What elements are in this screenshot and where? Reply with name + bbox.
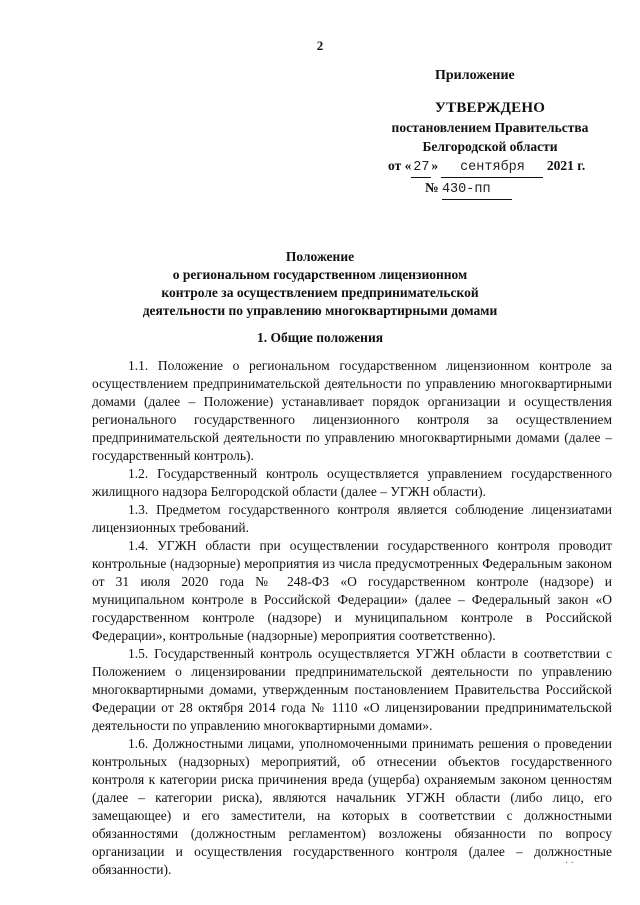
title-line: о региональном государственном лицензионном (172, 267, 468, 282)
section-heading: 1. Общие положения (256, 330, 384, 345)
document-title (90, 248, 550, 320)
approval-block (380, 99, 600, 200)
approval-date (388, 156, 600, 178)
paragraph: 1.3. Предметом государственного контроля является соблюдение лицензиатами лицензионных требований. (92, 502, 612, 535)
scan-artifact: · · (564, 858, 574, 869)
paragraph: 1.5. Государственный контроль осуществляется УГЖН области в соответствии с Положением о лицензировании предпринимательской деятельности по управлению многоквартирными домами, утвержденным постановлением Правительства Российской Федерации от 28 октября 2014 года № 1110 «О лицензировании предпринимательской деятельности по управлению многоквартирными домами». (92, 646, 612, 733)
date-month: сентября (441, 158, 543, 178)
paragraph: 1.4. УГЖН области при осуществлении государственного контроля проводит контрольные (надзорные) мероприятия из числа предусмотренных Федеральным законом от 31 июля 2020 года № 248-ФЗ «О государственном контроле (надзоре) и муниципальном контроле в Российской Федерации» (далее – Федеральный закон «О государственном контроле (надзоре) и муниципальном контроле в Российской Федерации», контрольные (надзорные) мероприятия соответственно). (92, 538, 612, 643)
date-mid: » (431, 158, 439, 173)
date-prefix: от « (388, 158, 412, 173)
appendix-label: Приложение (435, 68, 515, 83)
title-line: деятельности по управлению многоквартирными домами (142, 303, 498, 318)
date-year: 2021 г. (546, 158, 586, 173)
approval-line-1: постановлением Правительства (391, 120, 589, 135)
paragraph: 1.2. Государственный контроль осуществляется управлением государственного жилищного надзора Белгородской области (далее – УГЖН области). (92, 466, 612, 499)
title-line: Положение (285, 249, 355, 264)
title-line: контроле за осуществлением предпринимательской (161, 285, 479, 300)
paragraph: 1.6. Должностными лицами, уполномоченными принимать решения о проведении контрольных (надзорных) мероприятий, об отнесении объектов государственного контроля к категории риска причинения вреда (ущерба) охраняемым законом ценностям (далее – категории риска), являются начальник УГЖН области (либо лицо, его замещающее) и его заместители, на которых в соответствии с должностными обязанностями (должностным регламентом) возложены обязанности по вопросу организации и осуществления государственного контроля (далее – должностные обязанности). (92, 736, 612, 877)
document-body (92, 357, 612, 879)
page-number: 2 (316, 38, 324, 53)
number-prefix: № (425, 180, 439, 195)
approval-number (425, 178, 600, 200)
paragraph: 1.1. Положение о региональном государственном лицензионном контроле за осуществлением предпринимательской деятельности по управлению многоквартирными домами (далее – Положение) устанавливает порядок организации и осуществления регионального государственного лицензионного контроля за осуществлением предпринимательской деятельности по управлению многоквартирными домами (далее – государственный контроль). (92, 358, 612, 463)
date-day: 27 (411, 158, 431, 178)
approval-title: УТВЕРЖДЕНО (434, 100, 546, 116)
number-value: 430-пп (442, 180, 512, 200)
approval-line-2: Белгородской области (422, 139, 558, 154)
